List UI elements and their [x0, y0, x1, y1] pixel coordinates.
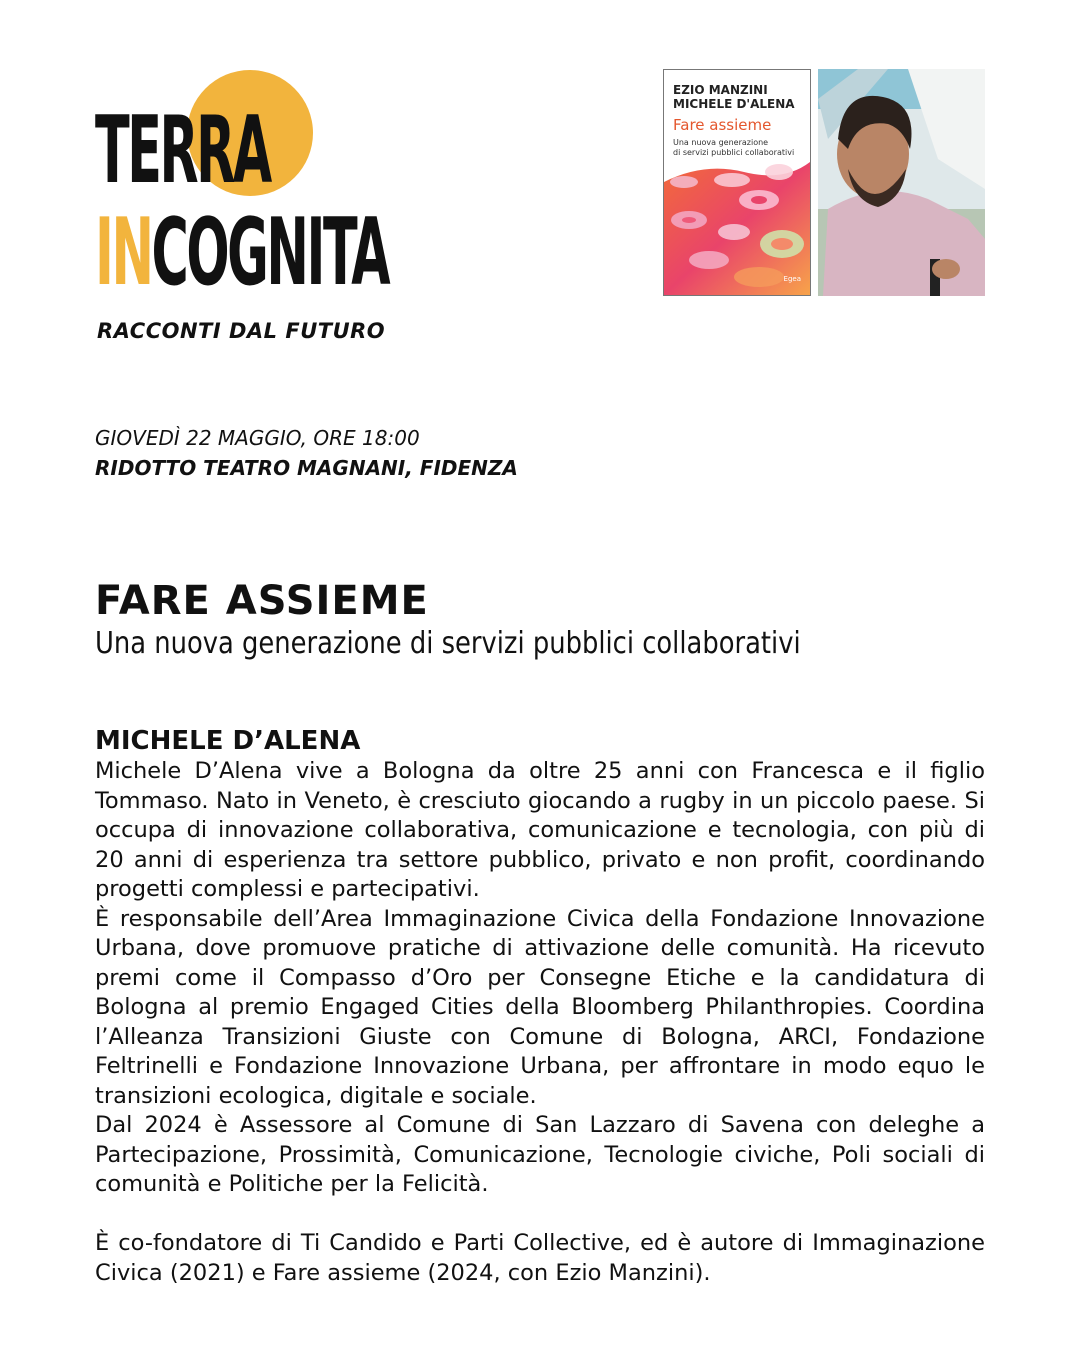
speaker-photo: [818, 69, 985, 296]
logo-cognita: COGNITA: [151, 197, 389, 307]
book-subtitle-line-1: Una nuova generazione: [673, 138, 769, 147]
terra-incognita-logo: [95, 68, 389, 308]
speaker-photo-illustration: [818, 69, 985, 296]
book-subtitle: [673, 138, 794, 158]
event-date-time: GIOVEDÌ 22 MAGGIO, ORE 18:00: [95, 426, 420, 450]
speaker-name: MICHELE D’ALENA: [95, 726, 361, 756]
book-subtitle-line-2: di servizi pubblici collaborativi: [673, 148, 795, 157]
book-author-2: MICHELE D'ALENA: [673, 97, 795, 111]
book-title: Fare assieme: [673, 116, 772, 134]
bio-paragraph: È responsabile dell’Area Immaginazione Civica della Fondazione Innovazione Urbana, dove promuove pratiche di attivazione delle comunità. Ha ricevuto premi come il Compasso d’Oro per Consegne Etiche e la candidatura di Bologna al premio Engaged Cities della Bloomberg Philanthropies. Coordina l’Alleanza Transizioni Giuste con Comune di Bologna, ARCI, Fondazione Feltrinelli e Fondazione Innovazione Urbana, per affrontare in modo equo le transizioni ecologica, digitale e sociale.: [95, 905, 985, 1109]
logo-word-incognita: [95, 197, 389, 307]
talk-subtitle: Una nuova generazione di servizi pubblici collaborativi: [95, 626, 801, 661]
tagline: RACCONTI DAL FUTURO: [97, 319, 386, 343]
speaker-bio: [95, 757, 985, 1288]
book-author-1: EZIO MANZINI: [673, 83, 768, 97]
bio-paragraph: Michele D’Alena vive a Bologna da oltre 25 anni con Francesca e il figlio Tommaso. Nato in Veneto, è cresciuto giocando a rugby in un piccolo paese. Si occupa di innovazione collaborativa, comunicazione e tecnologia, con più di 20 anni di esperienza tra settore pubblico, privato e non profit, coordinando progetti complessi e partecipativi.: [95, 758, 985, 902]
book-authors: [673, 83, 795, 111]
book-cover: [663, 69, 811, 296]
book-publisher: Egea: [783, 275, 801, 283]
talk-title: FARE ASSIEME: [95, 578, 429, 624]
logo-in: IN: [95, 197, 152, 307]
bio-paragraph: È co-fondatore di Ti Candido e Parti Collective, ed è autore di Immaginazione Civica (2021) e Fare assieme (2024, con Ezio Manzini).: [95, 1230, 985, 1286]
bio-paragraph: Dal 2024 è Assessore al Comune di San Lazzaro di Savena con deleghe a Partecipazione, Prossimità, Comunicazione, Tecnologie civiche, Poli sociali di comunità e Politiche per la Felicità.: [95, 1112, 985, 1197]
event-venue: RIDOTTO TEATRO MAGNANI, FIDENZA: [95, 456, 518, 480]
logo-word-terra: TERRA: [95, 95, 270, 205]
